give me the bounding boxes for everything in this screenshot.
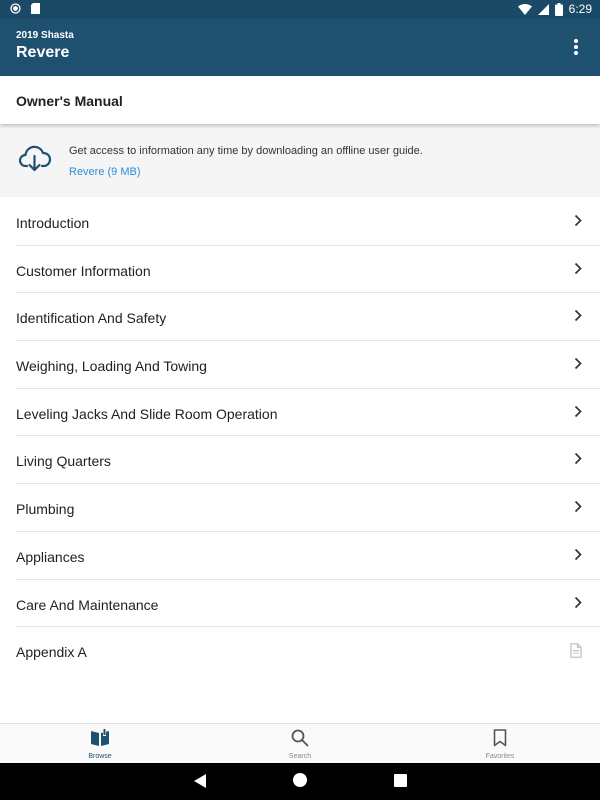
list-item-label: Customer Information — [16, 262, 151, 279]
section-title: Owner's Manual — [16, 93, 123, 109]
manual-section-list — [0, 198, 600, 675]
list-item-label: Weighing, Loading And Towing — [16, 358, 207, 375]
list-item-label: Leveling Jacks And Slide Room Operation — [16, 405, 278, 422]
list-item-label: Appliances — [16, 548, 85, 565]
download-link[interactable]: Revere (9 MB) — [69, 166, 141, 178]
nav-search-label: Search — [288, 753, 312, 760]
sd-card-icon — [31, 3, 40, 14]
download-message: Get access to information any time by downloading an offline user guide. — [69, 145, 423, 157]
list-item-introduction[interactable] — [16, 198, 600, 246]
bottom-navigation — [0, 723, 600, 763]
nav-favorites-label: Favorites — [485, 753, 515, 760]
chevron-right-icon — [574, 214, 582, 232]
cloud-download-icon[interactable] — [19, 144, 51, 179]
list-item-leveling-jacks[interactable] — [16, 389, 600, 437]
chevron-right-icon — [574, 262, 582, 280]
signal-icon — [538, 4, 549, 15]
status-bar — [0, 0, 600, 19]
home-icon[interactable] — [292, 772, 308, 793]
list-item-plumbing[interactable] — [16, 484, 600, 532]
battery-icon — [555, 3, 563, 16]
chevron-right-icon — [574, 452, 582, 470]
book-icon — [90, 729, 110, 752]
chevron-right-icon — [574, 357, 582, 375]
list-item-living-quarters[interactable] — [16, 436, 600, 484]
list-item-appendix-a[interactable] — [16, 627, 600, 675]
chevron-right-icon — [574, 405, 582, 423]
list-item-label: Plumbing — [16, 501, 75, 518]
list-item-label: Introduction — [16, 215, 90, 231]
list-item-appliances[interactable] — [16, 532, 600, 580]
search-icon — [291, 729, 309, 752]
record-icon — [10, 3, 21, 14]
app-bar-title: Revere — [16, 44, 70, 61]
list-item-label: Living Quarters — [16, 453, 111, 470]
app-bar-subtitle: 2019 Shasta — [16, 30, 74, 41]
overflow-menu-icon[interactable] — [568, 37, 584, 57]
download-banner — [0, 126, 600, 197]
nav-browse-label: Browse — [88, 753, 112, 760]
nav-favorites[interactable] — [440, 724, 560, 764]
status-time: 6:29 — [568, 2, 592, 16]
list-item-label: Care And Maintenance — [16, 596, 159, 613]
chevron-right-icon — [574, 309, 582, 327]
system-navigation-bar — [0, 763, 600, 800]
recents-icon[interactable] — [394, 774, 407, 792]
list-item-identification-and-safety[interactable] — [16, 293, 600, 341]
list-item-customer-information[interactable] — [16, 246, 600, 294]
chevron-right-icon — [574, 500, 582, 518]
list-item-label: Identification And Safety — [16, 310, 167, 327]
section-header — [0, 76, 600, 124]
document-icon — [570, 643, 582, 663]
list-item-weighing-loading-towing[interactable] — [16, 341, 600, 389]
nav-browse[interactable] — [40, 724, 160, 764]
bookmark-icon — [493, 729, 507, 752]
wifi-icon — [518, 4, 532, 15]
app-bar — [0, 19, 600, 76]
nav-search[interactable] — [240, 724, 360, 764]
chevron-right-icon — [574, 596, 582, 614]
chevron-right-icon — [574, 548, 582, 566]
list-item-care-and-maintenance[interactable] — [16, 580, 600, 628]
back-icon[interactable] — [193, 773, 207, 794]
list-item-label: Appendix A — [16, 644, 87, 661]
